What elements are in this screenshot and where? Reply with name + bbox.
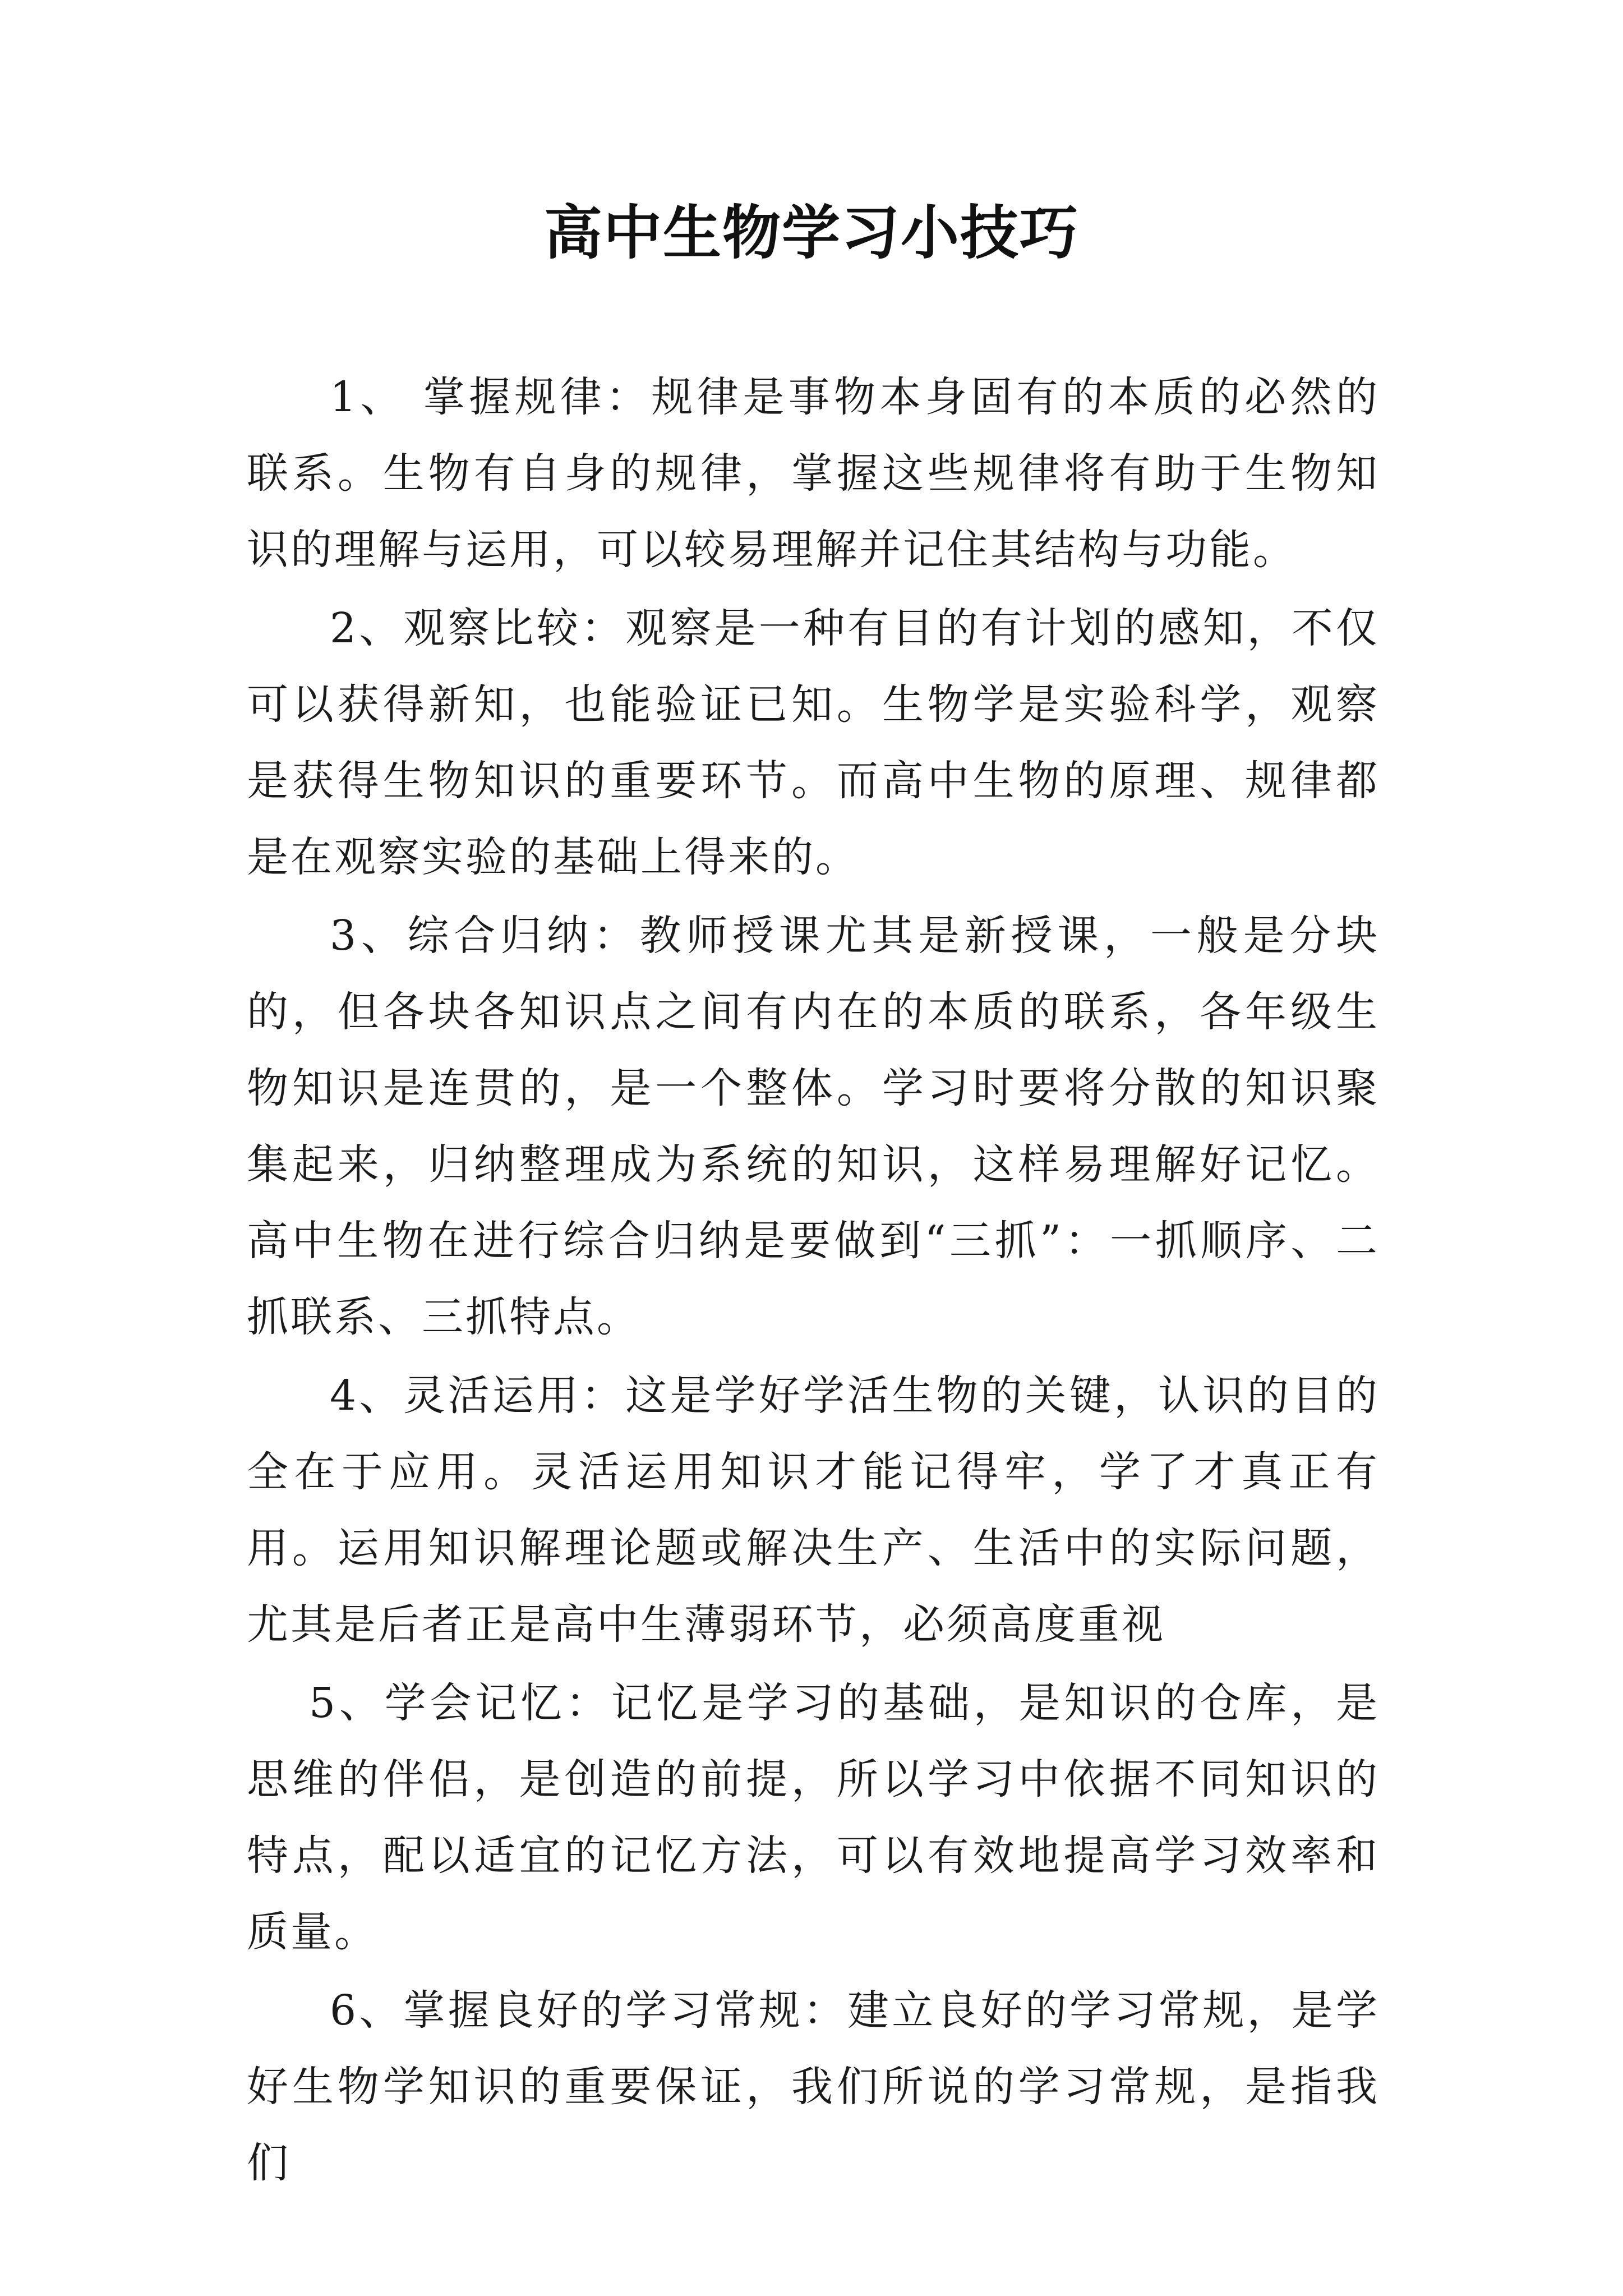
paragraph-3: 3、综合归纳：教师授课尤其是新授课，一般是分块的，但各块各知识点之间有内在的本质的联系，各年级生物知识是连贯的，是一个整体。学习时要将分散的知识聚集起来，归纳整理成为系统的知识，这样易理解好记忆。高中生物在进行综合归纳是要做到“三抓”：一抓顺序、二抓联系、三抓特点。 [247,912,1380,1341]
paragraph-1: 1、 掌握规律：规律是事物本身固有的本质的必然的联系。生物有自身的规律，掌握这些规律将有助于生物知识的理解与运用，可以较易理解并记住其结构与功能。 [247,373,1380,574]
document-title: 高中生物学习小技巧 [543,198,1079,267]
paragraph-2: 2、观察比较：观察是一种有目的有计划的感知，不仅可以获得新知，也能验证已知。生物学是实验科学，观察是获得生物知识的重要环节。而高中生物的原理、规律都是在观察实验的基础上得来的。 [247,604,1380,881]
paragraph-4: 4、灵活运用：这是学好学活生物的关键，认识的目的全在于应用。灵活运用知识才能记得牢，学了才真正有用。运用知识解理论题或解决生产、生活中的实际问题，尤其是后者正是高中生薄弱环节，必须高度重视 [247,1372,1380,1649]
paragraph-5: 5、学会记忆：记忆是学习的基础，是知识的仓库，是思维的伴侣，是创造的前提，所以学习中依据不同知识的特点，配以适宜的记忆方法，可以有效地提高学习效率和质量。 [247,1679,1380,1956]
document-body [247,359,1380,2203]
paragraph-6: 6、掌握良好的学习常规：建立良好的学习常规，是学好生物学知识的重要保证，我们所说的学习常规，是指我们 [247,1986,1380,2187]
